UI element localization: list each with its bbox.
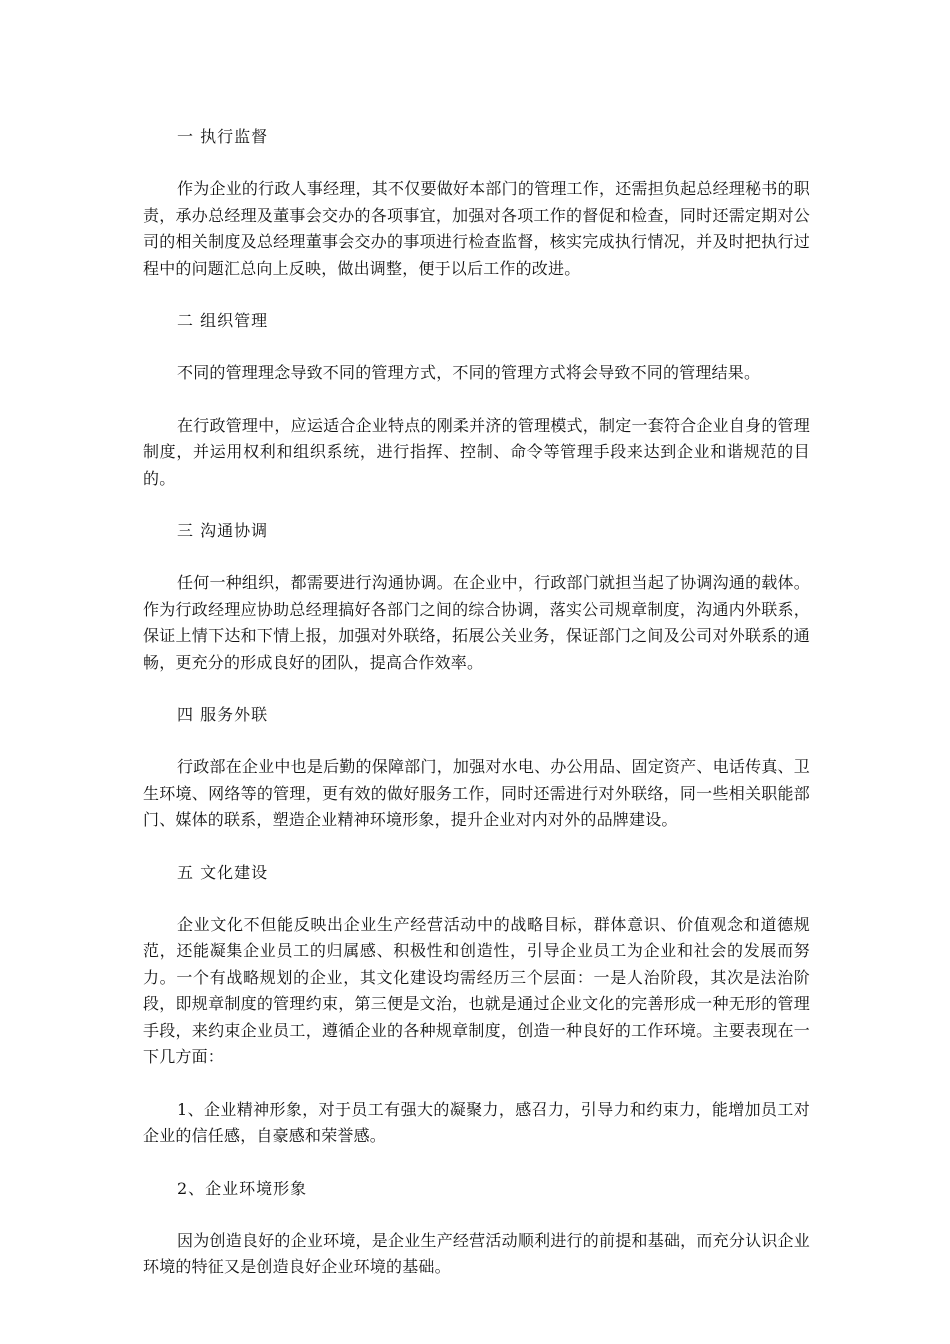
paragraph: 作为企业的行政人事经理，其不仅要做好本部门的管理工作，还需担负起总经理秘书的职责，承办总经理及董事会交办的各项事宜，加强对各项工作的督促和检查，同时还需定期对公司的相关制度及总经理董事会交办的事项进行检查监督，核实完成执行情况，并及时把执行过程中的问题汇总向上反映，做出调整，便于以后工作的改进。 bbox=[143, 179, 810, 278]
section-heading-organization: 二 组织管理 bbox=[177, 311, 269, 330]
document-body bbox=[143, 124, 810, 1307]
paragraph: 任何一种组织，都需要进行沟通协调。在企业中，行政部门就担当起了协调沟通的载体。作为行政经理应协助总经理搞好各部门之间的综合协调，落实公司规章制度，沟通内外联系，保证上情下达和下情上报，加强对外联络，拓展公关业务，保证部门之间及公司对外联系的通畅，更充分的形成良好的团队，提高合作效率。 bbox=[143, 573, 810, 672]
section-heading-culture: 五 文化建设 bbox=[177, 862, 269, 882]
subsection-heading-environment: 2、企业环境形象 bbox=[177, 1178, 308, 1198]
paragraph: 在行政管理中，应运适合企业特点的刚柔并济的管理模式，制定一套符合企业自身的管理制度，并运用权利和组织系统，进行指挥、控制、命令等管理手段来达到企业和谐规范的目的。 bbox=[143, 415, 810, 488]
section-heading-communication: 三 沟通协调 bbox=[177, 521, 269, 540]
section-heading-supervision: 一 执行监督 bbox=[177, 127, 269, 146]
paragraph: 不同的管理理念导致不同的管理方式，不同的管理方式将会导致不同的管理结果。 bbox=[177, 363, 761, 382]
paragraph: 因为创造良好的企业环境，是企业生产经营活动顺利进行的前提和基础，而充分认识企业环境的特征又是创造良好企业环境的基础。 bbox=[143, 1230, 810, 1276]
paragraph: 企业文化不但能反映出企业生产经营活动中的战略目标，群体意识、价值观念和道德规范，还能凝集企业员工的归属感、积极性和创造性，引导企业员工为企业和社会的发展而努力。一个有战略规划的企业，其文化建设均需经历三个层面：一是人治阶段，其次是法治阶段，即规章制度的管理约束，第三便是文治，也就是通过企业文化的完善形成一种无形的管理手段，来约束企业员工，遵循企业的各种规章制度，创造一种良好的工作环境。主要表现在一下几方面： bbox=[143, 914, 810, 1066]
paragraph: 1、企业精神形象，对于员工有强大的凝聚力，感召力，引导力和约束力，能增加员工对企业的信任感，自豪感和荣誉感。 bbox=[143, 1099, 810, 1145]
paragraph: 行政部在企业中也是后勤的保障部门，加强对水电、办公用品、固定资产、电话传真、卫生环境、网络等的管理，更有效的做好服务工作，同时还需进行对外联络，同一些相关职能部门、媒体的联系，塑造企业精神环境形象，提升企业对内对外的品牌建设。 bbox=[143, 757, 810, 829]
section-heading-service: 四 服务外联 bbox=[177, 705, 269, 724]
